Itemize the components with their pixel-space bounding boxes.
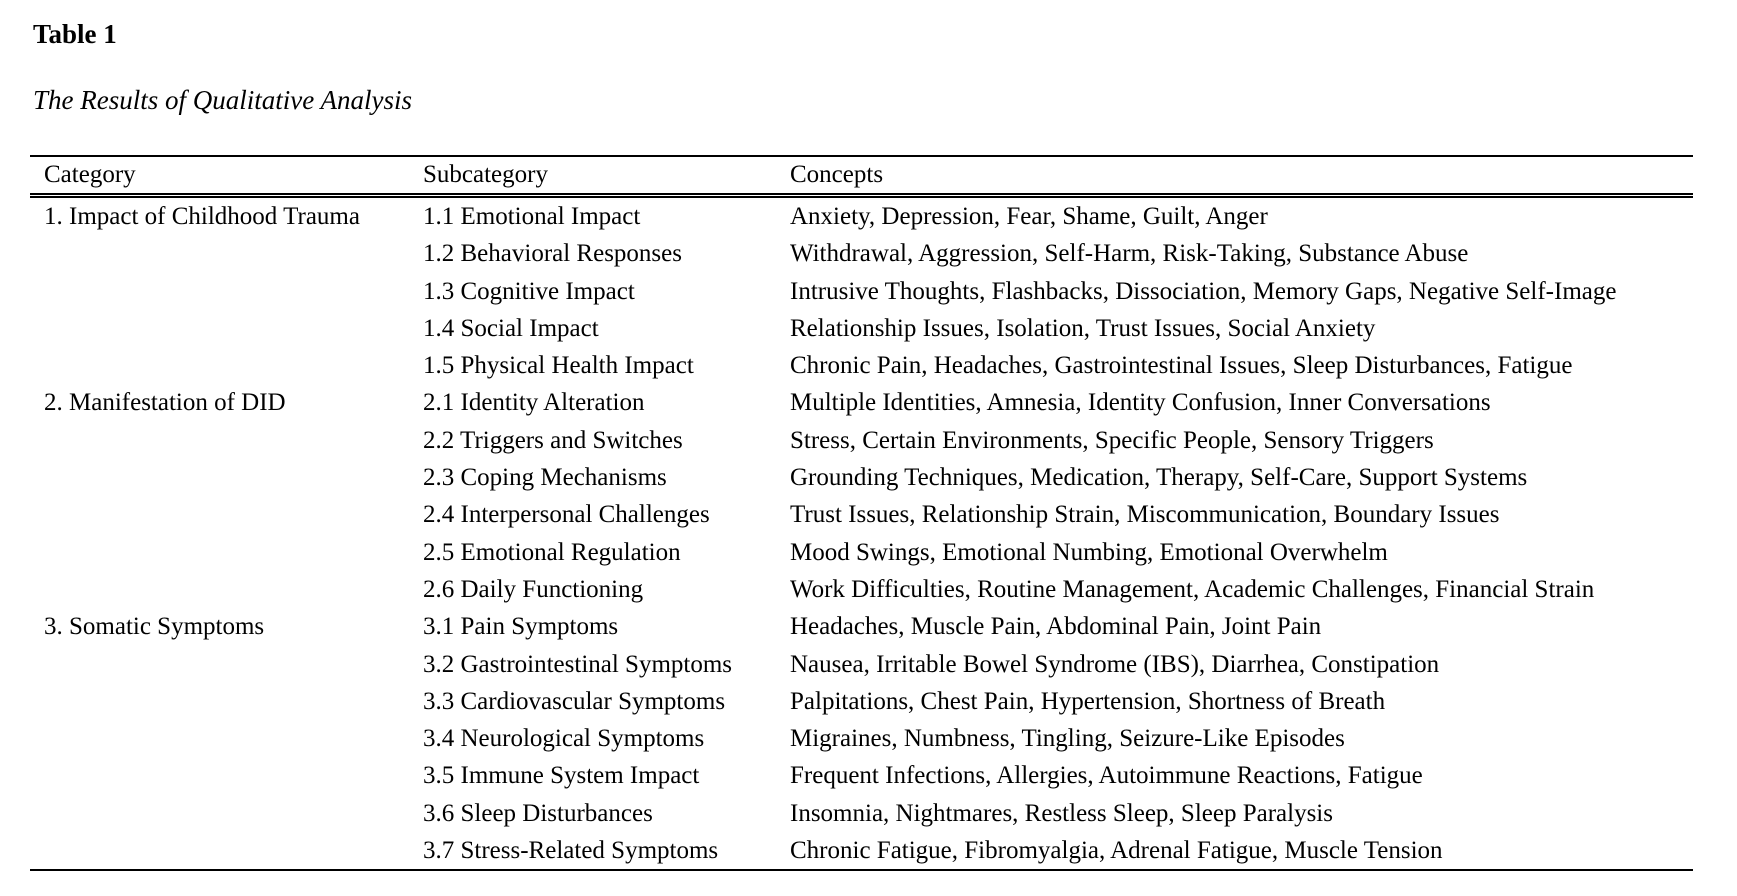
category-cell: 1. Impact of Childhood Trauma bbox=[44, 203, 360, 230]
subcategory-cell: 2.6 Daily Functioning bbox=[423, 575, 644, 603]
table-row bbox=[30, 608, 1693, 645]
concepts-cell: Headaches, Muscle Pain, Abdominal Pain, Joint Pain bbox=[790, 613, 1322, 641]
header-row bbox=[30, 156, 1693, 196]
concepts-cell: Migraines, Numbness, Tingling, Seizure-Like Episodes bbox=[790, 725, 1345, 753]
concepts-cell: Relationship Issues, Isolation, Trust Issues, Social Anxiety bbox=[790, 314, 1376, 342]
subcategory-cell: 1.2 Behavioral Responses bbox=[423, 240, 682, 268]
subcategory-cell: 3.5 Immune System Impact bbox=[423, 762, 700, 790]
subcategory-cell: 3.7 Stress-Related Symptoms bbox=[423, 837, 719, 865]
concepts-cell: Grounding Techniques, Medication, Therapy, Self-Care, Support Systems bbox=[790, 464, 1528, 492]
concepts-cell: Chronic Fatigue, Fibromyalgia, Adrenal Fatigue, Muscle Tension bbox=[790, 837, 1443, 865]
subcategory-cell: 3.4 Neurological Symptoms bbox=[423, 725, 705, 753]
subcategory-cell: 1.1 Emotional Impact bbox=[423, 203, 641, 230]
subcategory-cell: 1.4 Social Impact bbox=[423, 314, 599, 342]
subcategory-cell: 2.5 Emotional Regulation bbox=[423, 538, 681, 566]
subcategory-cell: 2.4 Interpersonal Challenges bbox=[423, 501, 710, 529]
column-header-concepts: Concepts bbox=[778, 156, 1693, 196]
concepts-cell: Multiple Identities, Amnesia, Identity Confusion, Inner Conversations bbox=[790, 389, 1491, 417]
concepts-cell: Palpitations, Chest Pain, Hypertension, Shortness of Breath bbox=[790, 687, 1386, 715]
table-row bbox=[30, 384, 1693, 421]
results-table bbox=[30, 155, 1693, 871]
subcategory-cell: 2.3 Coping Mechanisms bbox=[423, 464, 667, 492]
subcategory-cell: 1.5 Physical Health Impact bbox=[423, 352, 694, 380]
subcategory-cell: 3.3 Cardiovascular Symptoms bbox=[423, 687, 726, 715]
category-cell: 2. Manifestation of DID bbox=[44, 389, 286, 417]
subcategory-cell: 3.2 Gastrointestinal Symptoms bbox=[423, 650, 733, 678]
concepts-cell: Nausea, Irritable Bowel Syndrome (IBS), Diarrhea, Constipation bbox=[790, 650, 1440, 678]
column-header-subcategory: Subcategory bbox=[405, 156, 778, 196]
subcategory-cell: 3.6 Sleep Disturbances bbox=[423, 799, 653, 827]
concepts-cell: Work Difficulties, Routine Management, Academic Challenges, Financial Strain bbox=[790, 575, 1595, 603]
table-row bbox=[30, 196, 1693, 236]
table-title: The Results of Qualitative Analysis bbox=[33, 85, 412, 115]
concepts-cell: Withdrawal, Aggression, Self-Harm, Risk-Taking, Substance Abuse bbox=[790, 240, 1469, 268]
concepts-cell: Anxiety, Depression, Fear, Shame, Guilt, Anger bbox=[790, 203, 1268, 230]
concepts-cell: Frequent Infections, Allergies, Autoimmune Reactions, Fatigue bbox=[790, 762, 1423, 790]
subcategory-cell: 1.3 Cognitive Impact bbox=[423, 277, 635, 305]
concepts-cell: Intrusive Thoughts, Flashbacks, Dissociation, Memory Gaps, Negative Self-Image bbox=[790, 277, 1617, 305]
concepts-cell: Stress, Certain Environments, Specific People, Sensory Triggers bbox=[790, 426, 1434, 454]
concepts-cell: Trust Issues, Relationship Strain, Miscommunication, Boundary Issues bbox=[790, 501, 1500, 529]
subcategory-cell: 2.2 Triggers and Switches bbox=[423, 426, 683, 454]
table-label: Table 1 bbox=[33, 19, 117, 49]
concepts-cell: Mood Swings, Emotional Numbing, Emotional Overwhelm bbox=[790, 538, 1388, 566]
concepts-cell: Insomnia, Nightmares, Restless Sleep, Sleep Paralysis bbox=[790, 799, 1333, 827]
subcategory-cell: 2.1 Identity Alteration bbox=[423, 389, 645, 417]
column-header-category: Category bbox=[30, 156, 405, 196]
category-cell: 3. Somatic Symptoms bbox=[44, 613, 265, 641]
concepts-cell: Chronic Pain, Headaches, Gastrointestinal Issues, Sleep Disturbances, Fatigue bbox=[790, 352, 1573, 380]
subcategory-cell: 3.1 Pain Symptoms bbox=[423, 613, 619, 641]
